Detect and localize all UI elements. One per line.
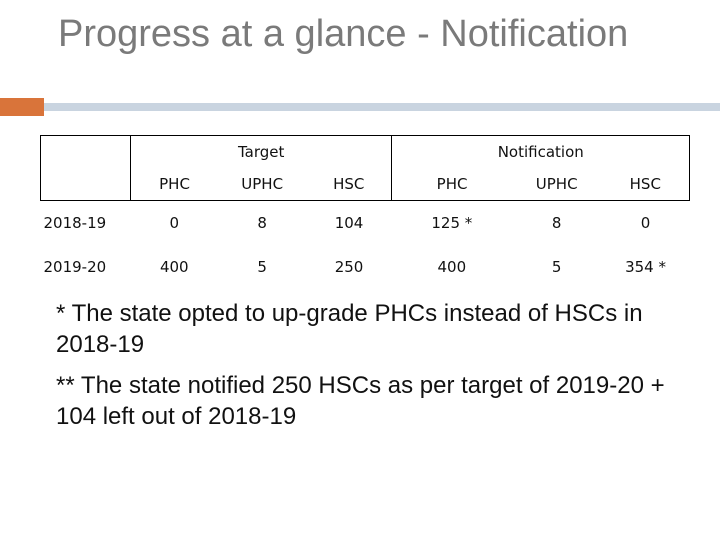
table-cell: 0 (169, 214, 180, 232)
sub-header-target-phc: PHC (130, 168, 218, 201)
slide-title: Progress at a glance - Notification (58, 13, 629, 55)
table-row (41, 201, 690, 246)
table-cell: 8 (551, 214, 562, 232)
table-cell: 5 (257, 258, 267, 276)
title-underline (44, 103, 720, 111)
table-cell: 354 * (625, 258, 666, 276)
table-row (41, 245, 690, 289)
sub-header-target-uphc: UPHC (218, 168, 306, 201)
table-cell: 8 (257, 214, 267, 232)
sub-header-notification-hsc: HSC (602, 168, 690, 201)
sub-header-notification-phc: PHC (392, 168, 512, 201)
group-header-target: Target (130, 136, 392, 169)
sub-header-notification-uphc: UPHC (512, 168, 602, 201)
row-year-label: 2019-20 (43, 258, 107, 276)
title-accent-bar (0, 98, 44, 116)
table-cell: 0 (640, 214, 651, 232)
table-cell: 104 (334, 214, 364, 232)
table-group-header-row (41, 136, 690, 169)
footnotes (56, 298, 696, 442)
table-cell: 250 (334, 258, 364, 276)
table-sub-header-row (41, 168, 690, 201)
group-header-notification: Notification (392, 136, 690, 169)
table-cell: 400 (159, 258, 189, 276)
footnote-double-asterisk: ** The state notified 250 HSCs as per target of 2019-20 + 104 left out of 2018-19 (56, 372, 665, 430)
table-cell: 5 (551, 258, 562, 276)
row-year-label: 2018-19 (43, 214, 107, 232)
table-cell: 400 (437, 258, 467, 276)
progress-table (40, 135, 690, 289)
table-corner-cell-lower (41, 168, 131, 201)
footnote-single-asterisk: * The state opted to up-grade PHCs instead of HSCs in 2018-19 (56, 300, 643, 358)
table-corner-cell (41, 136, 131, 169)
table-cell: 125 * (431, 214, 473, 232)
sub-header-target-hsc: HSC (306, 168, 392, 201)
